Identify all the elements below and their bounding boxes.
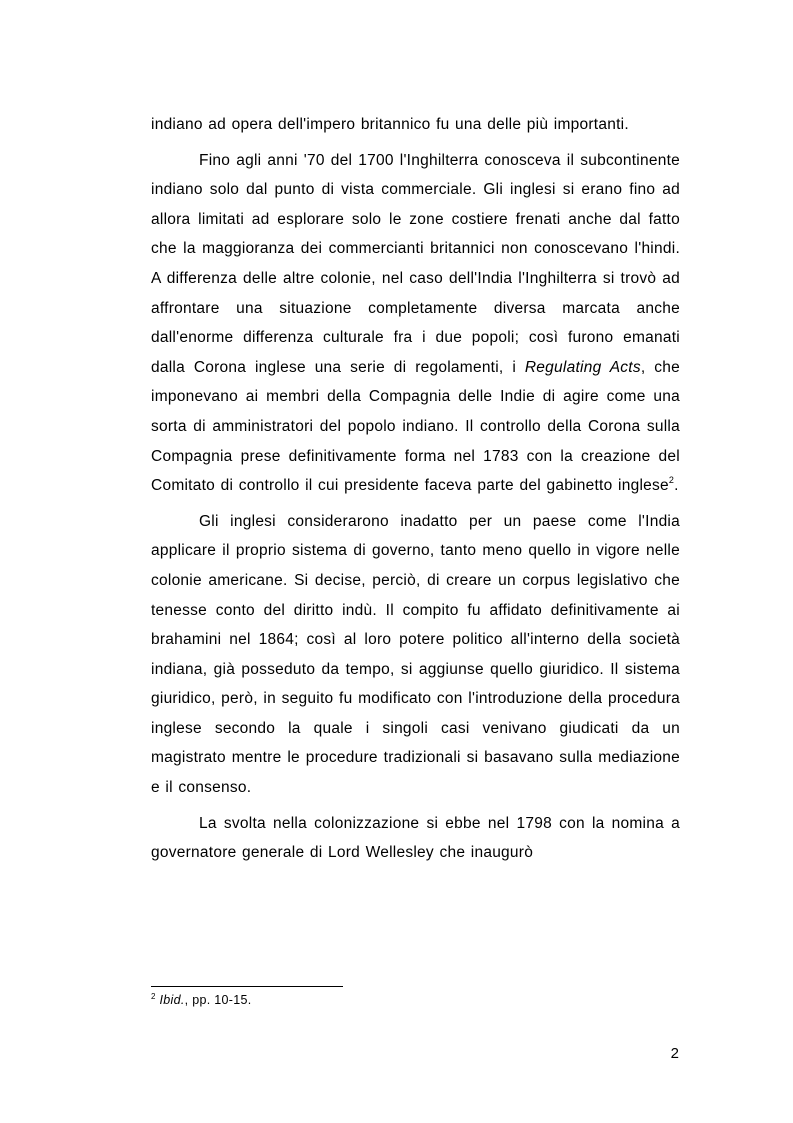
footnote-source: Ibid.: [159, 993, 185, 1007]
text-segment: Fino agli anni '70 del 1700 l'Inghilterra conosceva il subcontinente indiano solo dal punto di vista commerciale. Gli inglesi si erano fino ad allora limitati ad esplorare solo le zone costiere frenati anche dal fatto che la maggioranza dei commercianti britannici non conoscevano l'hindi. A differenza delle altre colonie, nel caso dell'India l'Inghilterra si trovò ad affrontare una situazione completamente diversa marcata anche dall'enorme differenza culturale fra i due popoli; così furono emanati dalla Corona inglese una serie di regolamenti, i: [151, 151, 680, 376]
text-segment: indiano ad opera dell'impero britannico fu una delle più importanti.: [151, 116, 629, 133]
text-segment: Gli inglesi considerarono inadatto per un paese come l'India applicare il proprio sistema di governo, tanto meno quello in vigore nelle colonie americane. Si decise, perciò, di creare un corpus legislativo che tenesse conto del diritto indù. Il compito fu affidato definitivamente ai brahamini nel 1864; così al loro potere politico all'interno della società indiana, già posseduto da tempo, si aggiunse quello giuridico. Il sistema giuridico, però, in seguito fu modificato con l'introduzione della procedura inglese secondo la quale i singoli casi venivano giudicati da un magistrato mentre le procedure tradizionali si basavano sulla mediazione e il consenso.: [151, 512, 680, 797]
text-segment: , che imponevano ai membri della Compagnia delle Indie di agire come una sorta di amministratori del popolo indiano. Il controllo della Corona sulla Compagnia prese definitivamente forma nel 1783 con la creazione del Comitato di controllo il cui presidente faceva parte del gabinetto inglese: [151, 358, 680, 495]
paragraph-2: [151, 146, 680, 501]
footnote: [151, 992, 252, 1008]
paragraph-4: [151, 809, 680, 868]
footnote-marker: 2: [151, 992, 156, 1001]
footnote-reference: 2: [668, 475, 675, 486]
paragraph-3: [151, 507, 680, 803]
page-number: 2: [670, 1045, 679, 1062]
footnote-pages: , pp. 10-15.: [184, 993, 252, 1007]
document-body: [151, 110, 680, 868]
paragraph-1: [151, 110, 680, 140]
italic-term: Regulating Acts: [524, 358, 641, 376]
text-segment: .: [674, 477, 679, 495]
footnote-separator: [151, 986, 343, 987]
text-segment: La svolta nella colonizzazione si ebbe nel 1798 con la nomina a governatore generale di Lord Wellesley che inaugurò: [151, 814, 680, 862]
